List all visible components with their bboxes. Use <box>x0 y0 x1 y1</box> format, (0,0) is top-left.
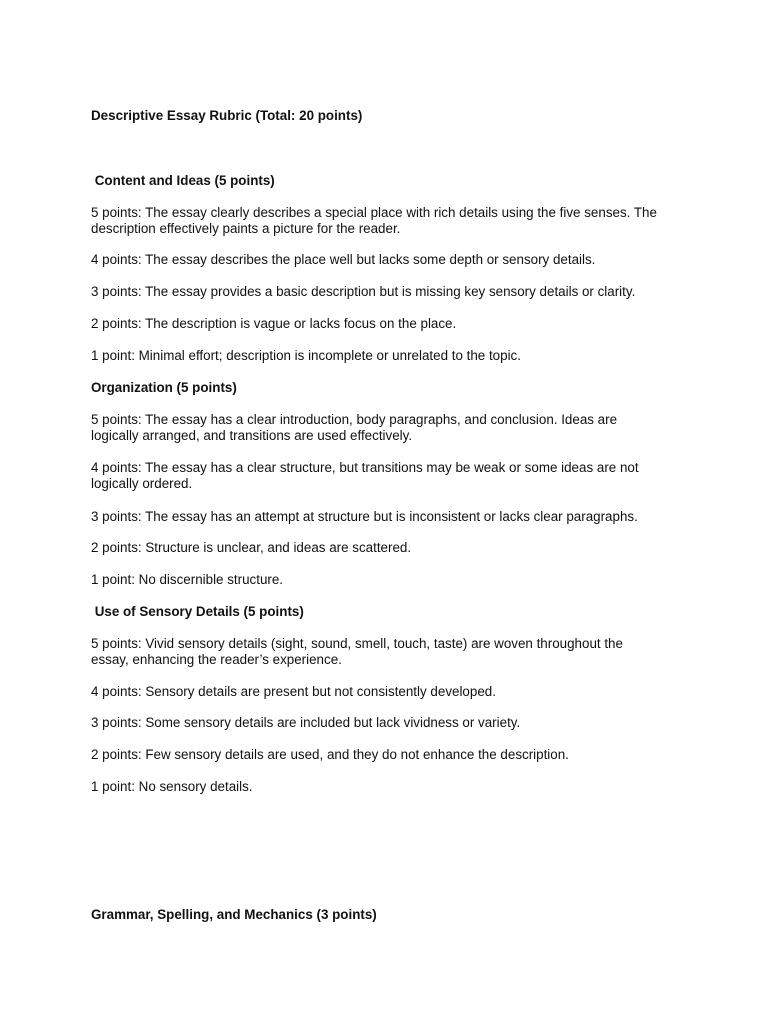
section-heading-grammar: Grammar, Spelling, and Mechanics (3 points) <box>91 907 377 922</box>
criterion-line: 2 points: Structure is unclear, and ideas are scattered. <box>91 540 412 555</box>
section-heading-sensory-details: Use of Sensory Details (5 points) <box>91 604 304 619</box>
criterion-line: description effectively paints a picture for the reader. <box>91 221 401 236</box>
criterion-line: 1 point: No discernible structure. <box>91 572 284 587</box>
criterion-line: 4 points: Sensory details are present but not consistently developed. <box>91 684 496 699</box>
criterion-line: logically ordered. <box>91 476 193 491</box>
criterion-line: 5 points: Vivid sensory details (sight, sound, smell, touch, taste) are woven throughout the <box>91 636 623 651</box>
criterion-line: 1 point: No sensory details. <box>91 779 253 794</box>
criterion-line: 5 points: The essay has a clear introduction, body paragraphs, and conclusion. Ideas are <box>91 412 618 427</box>
criterion-line: 2 points: The description is vague or lacks focus on the place. <box>91 316 457 331</box>
criterion-line: 3 points: The essay provides a basic description but is missing key sensory details or clarity. <box>91 284 636 299</box>
criterion-line: 1 point: Minimal effort; description is incomplete or unrelated to the topic. <box>91 348 521 363</box>
criterion-line: 2 points: Few sensory details are used, and they do not enhance the description. <box>91 747 569 762</box>
criterion-line: 3 points: The essay has an attempt at structure but is inconsistent or lacks clear paragraphs. <box>91 509 638 524</box>
criterion-line: 3 points: Some sensory details are included but lack vividness or variety. <box>91 715 521 730</box>
criterion-line: logically arranged, and transitions are used effectively. <box>91 428 413 443</box>
criterion-line: 4 points: The essay describes the place well but lacks some depth or sensory details. <box>91 252 596 267</box>
document-title: Descriptive Essay Rubric (Total: 20 points) <box>91 108 363 123</box>
section-heading-content-ideas: Content and Ideas (5 points) <box>91 173 275 188</box>
criterion-line: 5 points: The essay clearly describes a special place with rich details using the five senses. The <box>91 205 657 220</box>
criterion-line: 4 points: The essay has a clear structure, but transitions may be weak or some ideas are not <box>91 460 639 475</box>
criterion-line: essay, enhancing the reader’s experience. <box>91 652 342 667</box>
section-heading-organization: Organization (5 points) <box>91 380 237 395</box>
